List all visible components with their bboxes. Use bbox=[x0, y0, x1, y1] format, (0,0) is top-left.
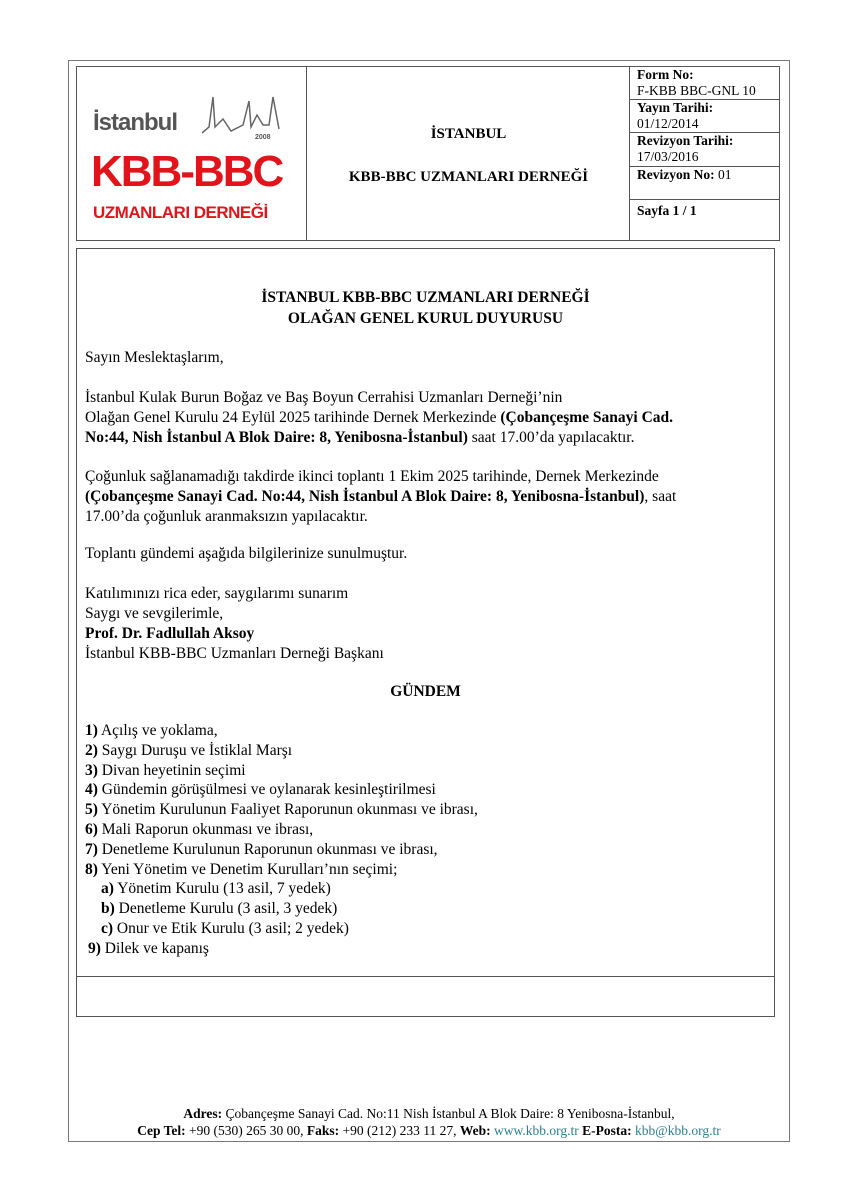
label: Yayın Tarihi: bbox=[637, 100, 714, 115]
agenda-text: Yönetim Kurulunun Faaliyet Raporunun okunması ve ibrası, bbox=[97, 801, 478, 819]
agenda-item bbox=[85, 780, 436, 800]
agenda-number: 3) bbox=[85, 761, 98, 779]
paragraph-1-line: İstanbul Kulak Burun Boğaz ve Baş Boyun Cerrahisi Uzmanları Derneği’nin bbox=[85, 389, 563, 406]
logo-text-kbb: KBB-BBC bbox=[91, 147, 283, 196]
label: E-Posta: bbox=[582, 1123, 632, 1138]
label: Revizyon Tarihi: bbox=[637, 133, 734, 148]
paragraph-2-line: Çoğunluk sağlanamadığı takdirde ikinci toplantı 1 Ekim 2025 tarihinde, Dernek Merkezinde bbox=[85, 468, 659, 485]
label: Faks: bbox=[306, 1123, 340, 1138]
announcement-body bbox=[76, 248, 775, 1017]
agenda-number: 6) bbox=[85, 821, 98, 838]
agenda-item bbox=[85, 741, 292, 761]
agenda-title: GÜNDEM bbox=[390, 683, 461, 700]
logo-text-dernek: UZMANLARI DERNEĞİ bbox=[93, 203, 268, 222]
label: Cep Tel: bbox=[137, 1123, 186, 1138]
agenda-number: 7) bbox=[85, 840, 98, 858]
agenda-number: 8) bbox=[85, 860, 98, 878]
address-bold: (Çobançeşme Sanayi Cad. bbox=[500, 409, 674, 426]
footer-address bbox=[68, 1105, 790, 1122]
logo bbox=[77, 67, 307, 240]
address-bold: (Çobançeşme Sanayi Cad. No:44, Nish İstanbul A Blok Daire: 8, Yenibosna-İstanbul) bbox=[85, 488, 645, 505]
closing-line: Saygı ve sevgilerimle, bbox=[85, 605, 224, 622]
agenda-text: Mali Raporun okunması ve ibrası, bbox=[97, 821, 314, 838]
label: Form No: bbox=[637, 67, 694, 82]
footer-contact bbox=[68, 1122, 790, 1139]
agenda-number: b) bbox=[101, 900, 115, 918]
agenda-text: Denetleme Kurulunun Raporunun okunması ve ibrası, bbox=[97, 840, 438, 858]
header-title-line1: İSTANBUL bbox=[430, 126, 507, 142]
agenda-number: c) bbox=[101, 920, 114, 937]
agenda-number: 2) bbox=[85, 741, 98, 759]
doc-title-line1: İSTANBUL KBB-BBC UZMANLARI DERNEĞİ bbox=[261, 289, 590, 306]
revizyon-tarihi: 17/03/2016 bbox=[637, 149, 699, 164]
revizyon-tarihi-cell bbox=[630, 133, 779, 167]
fax: +90 (212) 233 11 27, bbox=[339, 1123, 460, 1138]
agenda-text: Divan heyetinin seçimi bbox=[97, 761, 246, 779]
agenda-text: Açılış ve yoklama, bbox=[97, 722, 218, 739]
agenda-number: 9) bbox=[88, 939, 101, 957]
agenda-text: Yönetim Kurulu (13 asil, 7 yedek) bbox=[113, 880, 331, 898]
text: saat 17.00’da yapılacaktır. bbox=[467, 429, 635, 446]
text: Olağan Genel Kurulu 24 Eylül 2025 tarihinde Dernek Merkezinde bbox=[85, 409, 501, 426]
label: Sayfa bbox=[637, 203, 670, 218]
greeting: Sayın Meslektaşlarım, bbox=[85, 349, 224, 366]
agenda-item bbox=[101, 919, 349, 939]
agenda-item bbox=[85, 820, 313, 840]
header-title-line2: KBB-BBC UZMANLARI DERNEĞİ bbox=[348, 169, 589, 185]
agenda-item bbox=[88, 939, 209, 959]
form-no: F-KBB BBC-GNL 10 bbox=[637, 83, 756, 98]
agenda-number: a) bbox=[101, 880, 114, 898]
agenda-number: 4) bbox=[85, 781, 98, 799]
signer-title: İstanbul KBB-BBC Uzmanları Derneği Başkanı bbox=[85, 645, 384, 662]
web-link[interactable]: www.kbb.org.tr bbox=[494, 1123, 579, 1138]
divider bbox=[77, 976, 774, 977]
sayfa-cell bbox=[630, 200, 779, 240]
doc-title-line2: OLAĞAN GENEL KURUL DUYURUSU bbox=[287, 310, 564, 327]
logo-year: 2008 bbox=[255, 134, 271, 141]
header-title bbox=[307, 67, 630, 240]
agenda-number: 5) bbox=[85, 801, 98, 819]
closing-line: Katılımınızı rica eder, saygılarımı sunarım bbox=[85, 585, 349, 602]
label: Web: bbox=[459, 1123, 491, 1138]
address-bold: No:44, Nish İstanbul A Blok Daire: 8, Yenibosna-İstanbul) bbox=[85, 429, 468, 446]
label: Revizyon No: bbox=[637, 167, 715, 182]
agenda-item bbox=[101, 899, 337, 919]
phone: +90 (530) 265 30 00, bbox=[185, 1123, 307, 1138]
agenda-number: 1) bbox=[85, 722, 98, 739]
header-table bbox=[76, 66, 780, 241]
agenda-item bbox=[85, 800, 478, 820]
revizyon-no-cell bbox=[630, 167, 779, 200]
paragraph-2-line: 17.00’da çoğunluk aranmaksızın yapılacaktır. bbox=[85, 508, 368, 525]
paragraph-1-line bbox=[85, 408, 673, 428]
logo-text-istanbul: İstanbul bbox=[93, 109, 178, 136]
paragraph-1-line bbox=[85, 428, 634, 448]
footer bbox=[68, 1105, 790, 1139]
agenda-text: Denetleme Kurulu (3 asil, 3 yedek) bbox=[114, 900, 338, 918]
paragraph-2-line bbox=[85, 487, 676, 507]
form-no-cell bbox=[630, 67, 779, 100]
agenda-item bbox=[101, 879, 331, 899]
text: , saat bbox=[644, 488, 677, 505]
signer-name: Prof. Dr. Fadlullah Aksoy bbox=[85, 625, 255, 642]
revizyon-no: 01 bbox=[718, 167, 732, 182]
page-number: 1 / 1 bbox=[672, 203, 697, 218]
agenda-text: Onur ve Etik Kurulu (3 asil; 2 yedek) bbox=[113, 920, 349, 937]
agenda-item bbox=[85, 840, 438, 860]
email-link[interactable]: kbb@kbb.org.tr bbox=[635, 1123, 721, 1138]
form-info bbox=[630, 67, 779, 240]
address: Çobançeşme Sanayi Cad. No:11 Nish İstanbul A Blok Daire: 8 Yenibosna-İstanbul, bbox=[222, 1106, 675, 1121]
agenda-text: Gündemin görüşülmesi ve oylanarak kesinleştirilmesi bbox=[97, 781, 436, 799]
yayin-cell bbox=[630, 100, 779, 133]
agenda-text: Dilek ve kapanış bbox=[100, 939, 209, 957]
agenda-item bbox=[85, 721, 218, 741]
agenda-text: Yeni Yönetim ve Denetim Kurulları’nın seçimi; bbox=[97, 860, 398, 878]
agenda-text: Saygı Duruşu ve İstiklal Marşı bbox=[97, 741, 293, 759]
label: Adres: bbox=[183, 1106, 223, 1121]
paragraph-3: Toplantı gündemi aşağıda bilgilerinize sunulmuştur. bbox=[85, 545, 408, 562]
agenda-item bbox=[85, 860, 397, 880]
yayin-tarihi: 01/12/2014 bbox=[637, 116, 699, 131]
agenda-item bbox=[85, 761, 246, 781]
